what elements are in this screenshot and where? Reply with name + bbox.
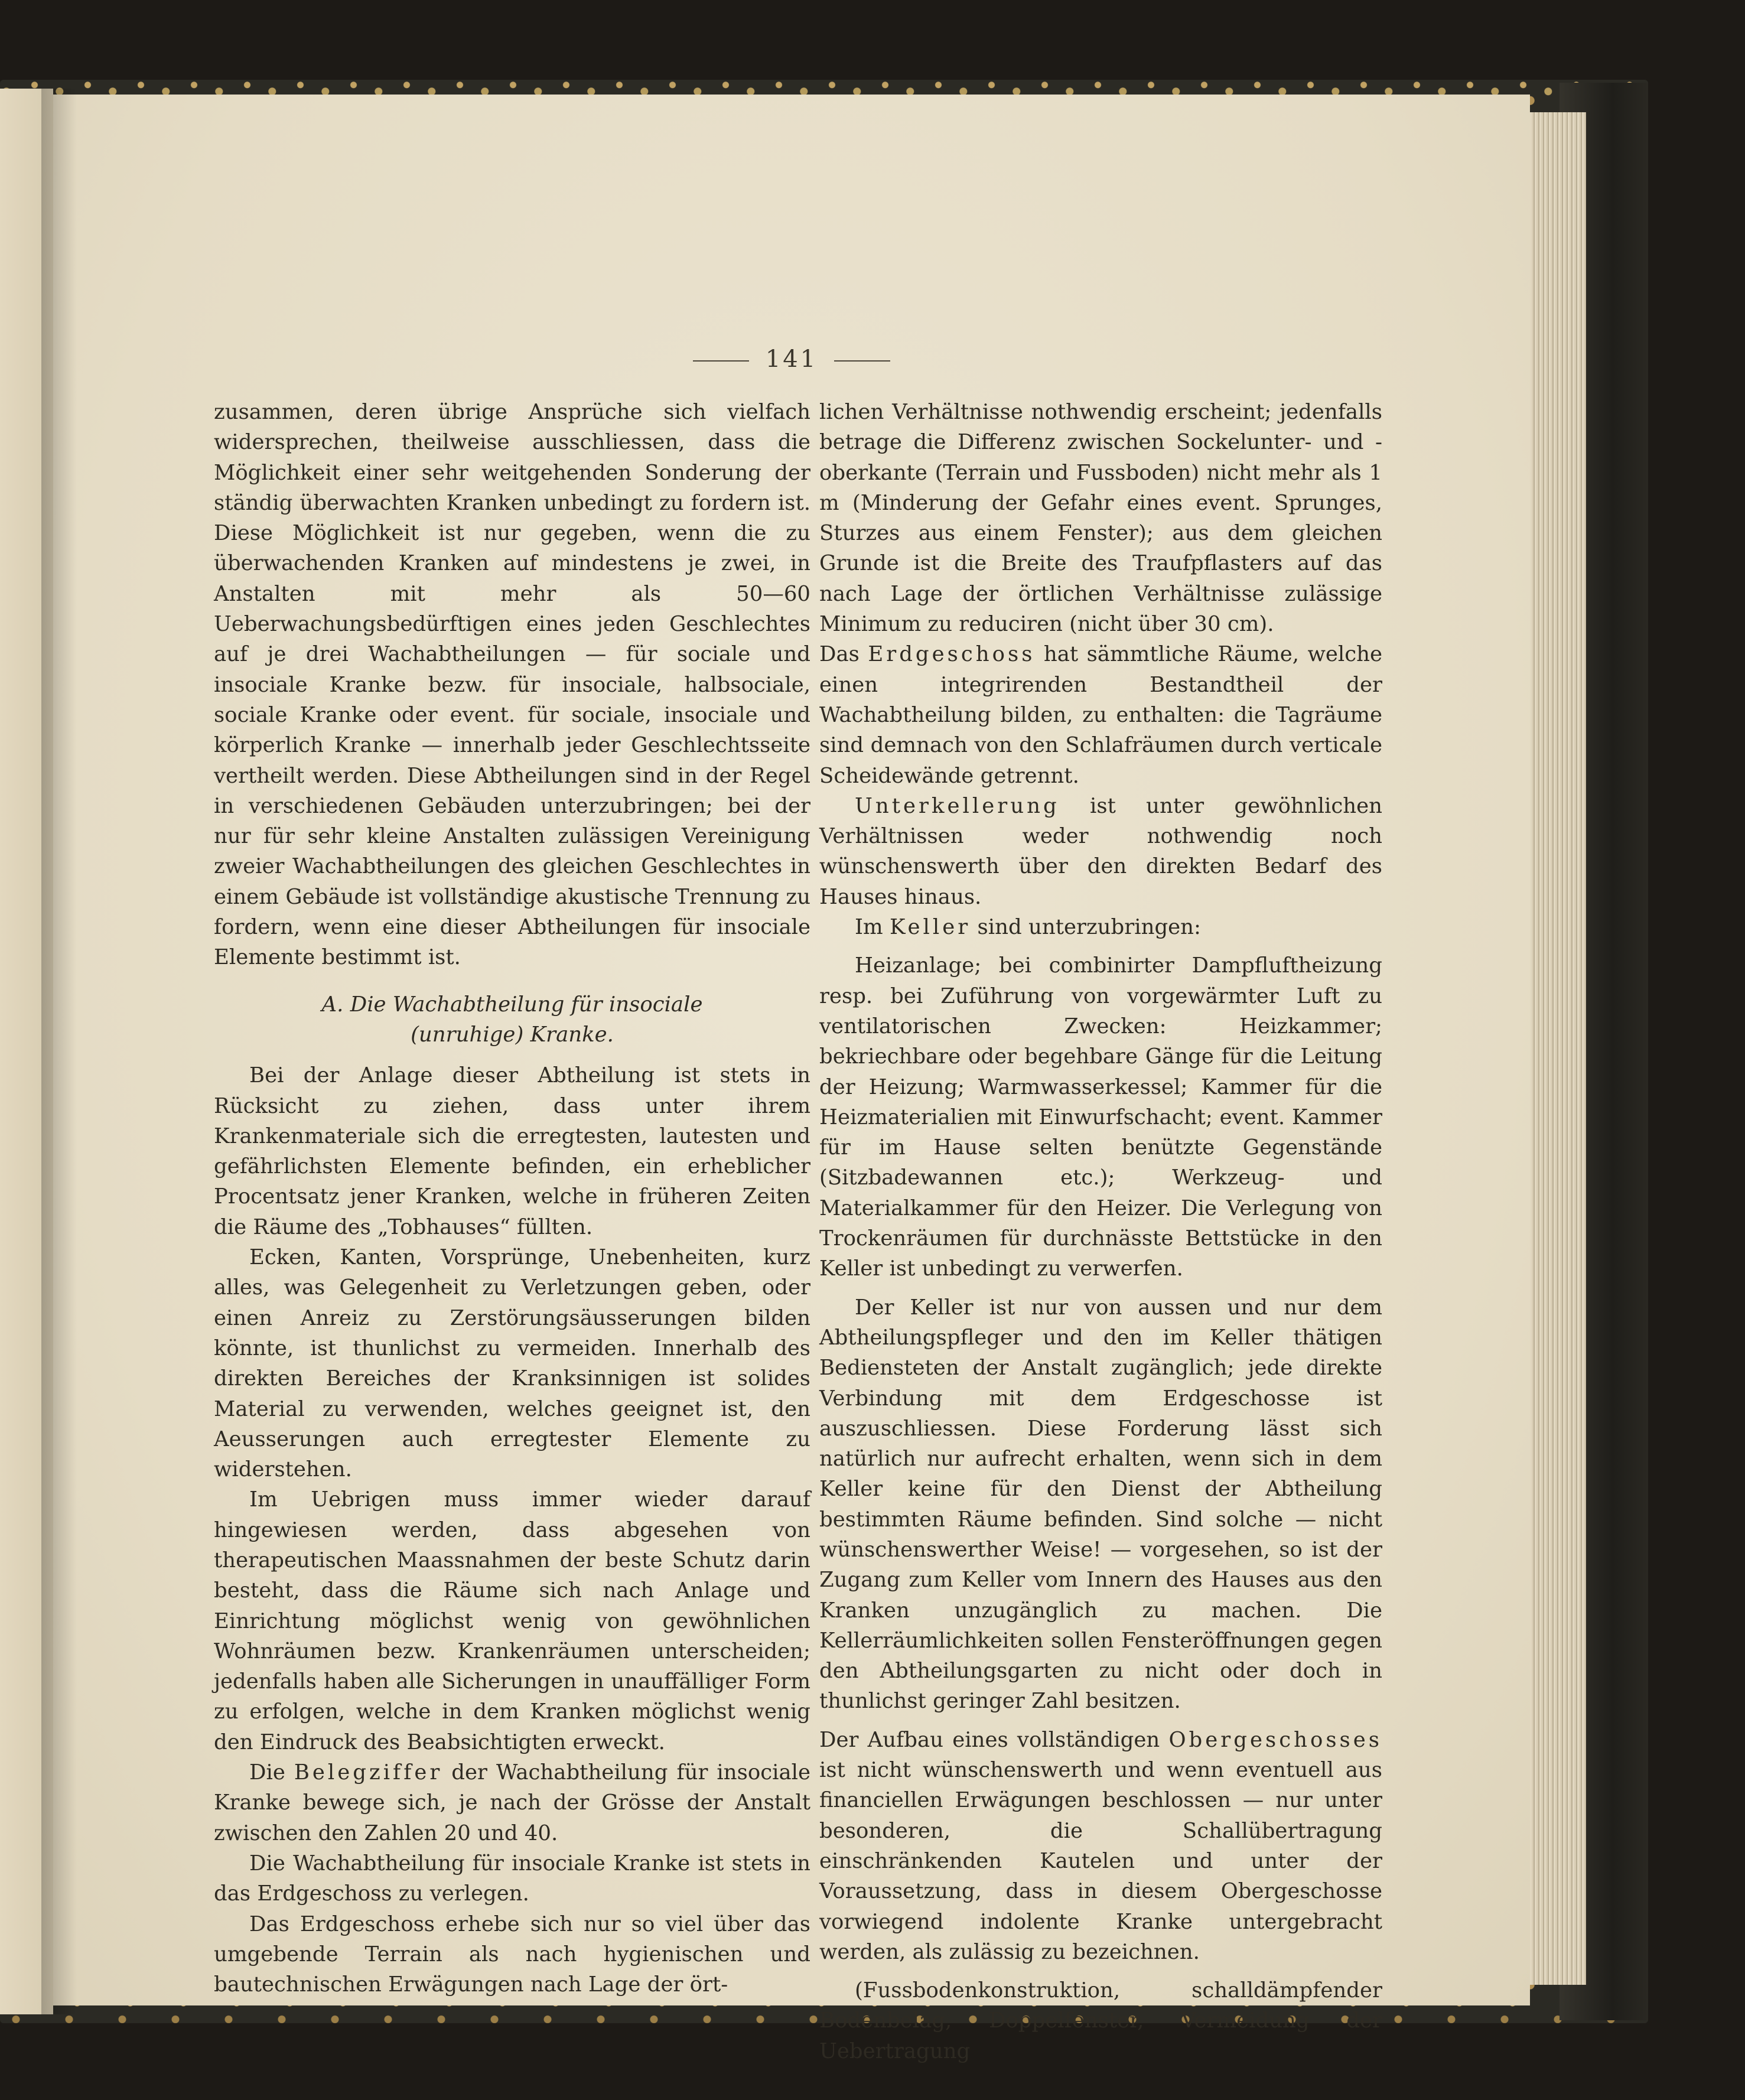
right-column — [819, 397, 1382, 2066]
spaced-term: Obergeschosses — [1168, 1727, 1382, 1752]
paragraph: Der Keller ist nur von aussen und nur dem Abtheilungspfleger und den im Keller thätigen Bediensteten der Anstalt zugänglich; jede direkte Verbindung mit dem Erdgeschosse ist auszuschliessen. Diese Forderung lässt sich natürlich nur aufrecht erhalten, wenn sich in dem Keller keine für den Dienst der Abtheilung bestimmten Räume befinden. Sind solche — nicht wünschenswerther Weise! — vorgesehen, so ist der Zugang zum Keller vom Innern des Hauses aus den Kranken unzugänglich zu machen. Die Kellerräumlichkeiten sollen Fensteröffnungen gegen den Abtheilungsgarten zu nicht oder doch in thunlichst geringer Zahl besitzen. — [819, 1295, 1382, 1714]
page-edges — [1527, 112, 1586, 1985]
paragraph: lichen Verhältnisse nothwendig erscheint; jedenfalls betrage die Differenz zwischen Sockelunter- und -oberkante (Terrain und Fussboden) nicht mehr als 1 m (Minderung der Gefahr eines event. Sprunges, Sturzes aus einem Fenster); aus dem gleichen Grunde ist die Breite des Traufpflasters auf das nach Lage der örtlichen Verhältnisse zulässige Minimum zu reduciren (nicht über 30 cm). — [819, 400, 1382, 637]
spaced-term: Keller — [889, 915, 971, 940]
paragraph — [819, 639, 1382, 790]
text-run: Die — [249, 1760, 285, 1785]
paragraph: Bei der Anlage dieser Abtheilung ist stets in Rücksicht zu ziehen, dass unter ihrem Krankenmateriale sich die erregtesten, lautesten und gefährlichsten Elemente befinden, ein erheblicher Procentsatz jener Kranken, welche in früheren Zeiten die Räume des „Tobhauses“ füllten. — [214, 1063, 810, 1239]
text-run: ist nicht wünschenswerth und wenn eventuell aus financiellen Erwägungen beschlossen — nur unter besonderen, die Schallübertragung einschränkenden Kautelen und unter der Voraussetzung, dass in diesem Obergeschosse vorwiegend indolente Kranke untergebracht werden, als zulässig zu bezeichnen. — [819, 1758, 1382, 1964]
text-run: Der Aufbau eines vollständigen — [819, 1727, 1160, 1752]
spaced-term: Unterkellerung — [855, 793, 1060, 818]
section-heading — [214, 989, 810, 1050]
paragraph: Ecken, Kanten, Vorsprünge, Unebenheiten, kurz alles, was Gelegenheit zu Verletzungen geben, oder einen Anreiz zu Zerstörungsäusserungen bilden könnte, ist thunlichst zu vermeiden. Innerhalb des direkten Bereiches der Kranksinnigen ist solides Material zu verwenden, welches geeignet ist, den Aeusserungen auch erregtester Elemente zu widerstehen. — [214, 1245, 810, 1482]
paragraph — [819, 1725, 1382, 1967]
paragraph: Das Erdgeschoss erhebe sich nur so viel über das umgebende Terrain als nach hygienischen und bautechnischen Erwägungen nach Lage der ört- — [214, 1912, 810, 1997]
spaced-term: Erdgeschoss — [868, 642, 1036, 667]
text-run: der Wachabtheilung für insociale Kranke bewege sich, je nach der Grösse der Anstalt zwischen den Zahlen 20 und 40. — [214, 1760, 810, 1845]
gutter-shadow — [41, 89, 77, 2014]
left-column — [214, 397, 810, 2000]
paragraph: Die Wachabtheilung für insociale Kranke ist stets in das Erdgeschoss zu verlegen. — [214, 1851, 810, 1906]
text-run: ist unter gewöhnlichen Verhältnissen weder nothwendig noch wünschenswerth über den direkten Bedarf des Hauses hinaus. — [819, 793, 1382, 909]
text-run: Das — [819, 642, 860, 667]
page-number-text: 141 — [765, 346, 818, 373]
paragraph — [819, 912, 1382, 942]
paragraph — [214, 1757, 810, 1848]
heading-line: (unruhige) Kranke. — [411, 1022, 614, 1047]
paragraph: Heizanlage; bei combinirter Dampfluftheizung resp. bei Zuführung von vorgewärmter Luft zu ventilatorischen Zwecken: Heizkammer; bekriechbare oder begehbare Gänge für die Leitung der Heizung; Warmwasserkessel; Kammer für die Heizmaterialien mit Einwurfschacht; event. Kammer für im Hause selten benützte Gegenstände (Sitzbadewannen etc.); Werkzeug- und Materialkammer für den Heizer. Die Verlegung von Trockenräumen für durchnässte Bettstücke in den Keller ist unbedingt zu verwerfen. — [819, 953, 1382, 1281]
text-run: hat sämmtliche Räume, welche einen integrirenden Bestandtheil der Wachabtheilung bilden, zu enthalten: die Tagräume sind demnach von den Schlafräumen durch verticale Scheidewände getrennt. — [819, 642, 1382, 788]
paragraph: zusammen, deren übrige Ansprüche sich vielfach widersprechen, theilweise ausschliessen, dass die Möglichkeit einer sehr weitgehenden Sonderung der ständig überwachten Kranken unbedingt zu fordern ist. Diese Möglichkeit ist nur gegeben, wenn die zu überwachenden Kranken auf mindestens je zwei, in Anstalten mit mehr als 50—60 Ueberwachungsbedürftigen eines jeden Geschlechtes auf je drei Wachabtheilungen — für sociale und insociale Kranke bezw. für insociale, halbsociale, sociale Kranke oder event. für sociale, insociale und körperlich Kranke — innerhalb jeder Geschlechtsseite vertheilt werden. Diese Abtheilungen sind in der Regel in verschiedenen Gebäuden unterzubringen; bei der nur für sehr kleine Anstalten zulässigen Vereinigung zweier Wachabtheilungen des gleichen Geschlechtes in einem Gebäude ist vollständige akustische Trennung zu fordern, wenn eine dieser Abtheilungen für insociale Elemente bestimmt ist. — [214, 400, 810, 970]
paragraph — [819, 791, 1382, 912]
text-run: Im — [855, 915, 883, 940]
paragraph: Im Uebrigen muss immer wieder darauf hingewiesen werden, dass abgesehen von therapeutischen Maassnahmen der beste Schutz darin besteht, dass die Räume sich nach Anlage und Einrichtung möglichst wenig von gewöhnlichen Wohnräumen bezw. Krankenräumen unterscheiden; jedenfalls haben alle Sicherungen in unauffälliger Form zu erfolgen, welche in dem Kranken möglichst wenig den Eindruck des Beabsichtigten erweckt. — [214, 1487, 810, 1754]
page-number — [53, 346, 1530, 373]
rule-left — [693, 360, 749, 362]
book-page — [53, 95, 1530, 2063]
rule-right — [834, 360, 890, 362]
paragraph: (Fussbodenkonstruktion, schalldämpfender Bodenbelag, Doppelfenster, Vermeidung der Uebertragung — [819, 1978, 1382, 2063]
text-run: sind unterzubringen: — [977, 915, 1201, 940]
heading-line: A. Die Wachabtheilung für insociale — [321, 992, 703, 1017]
spaced-term: Belegziffer — [294, 1760, 443, 1785]
